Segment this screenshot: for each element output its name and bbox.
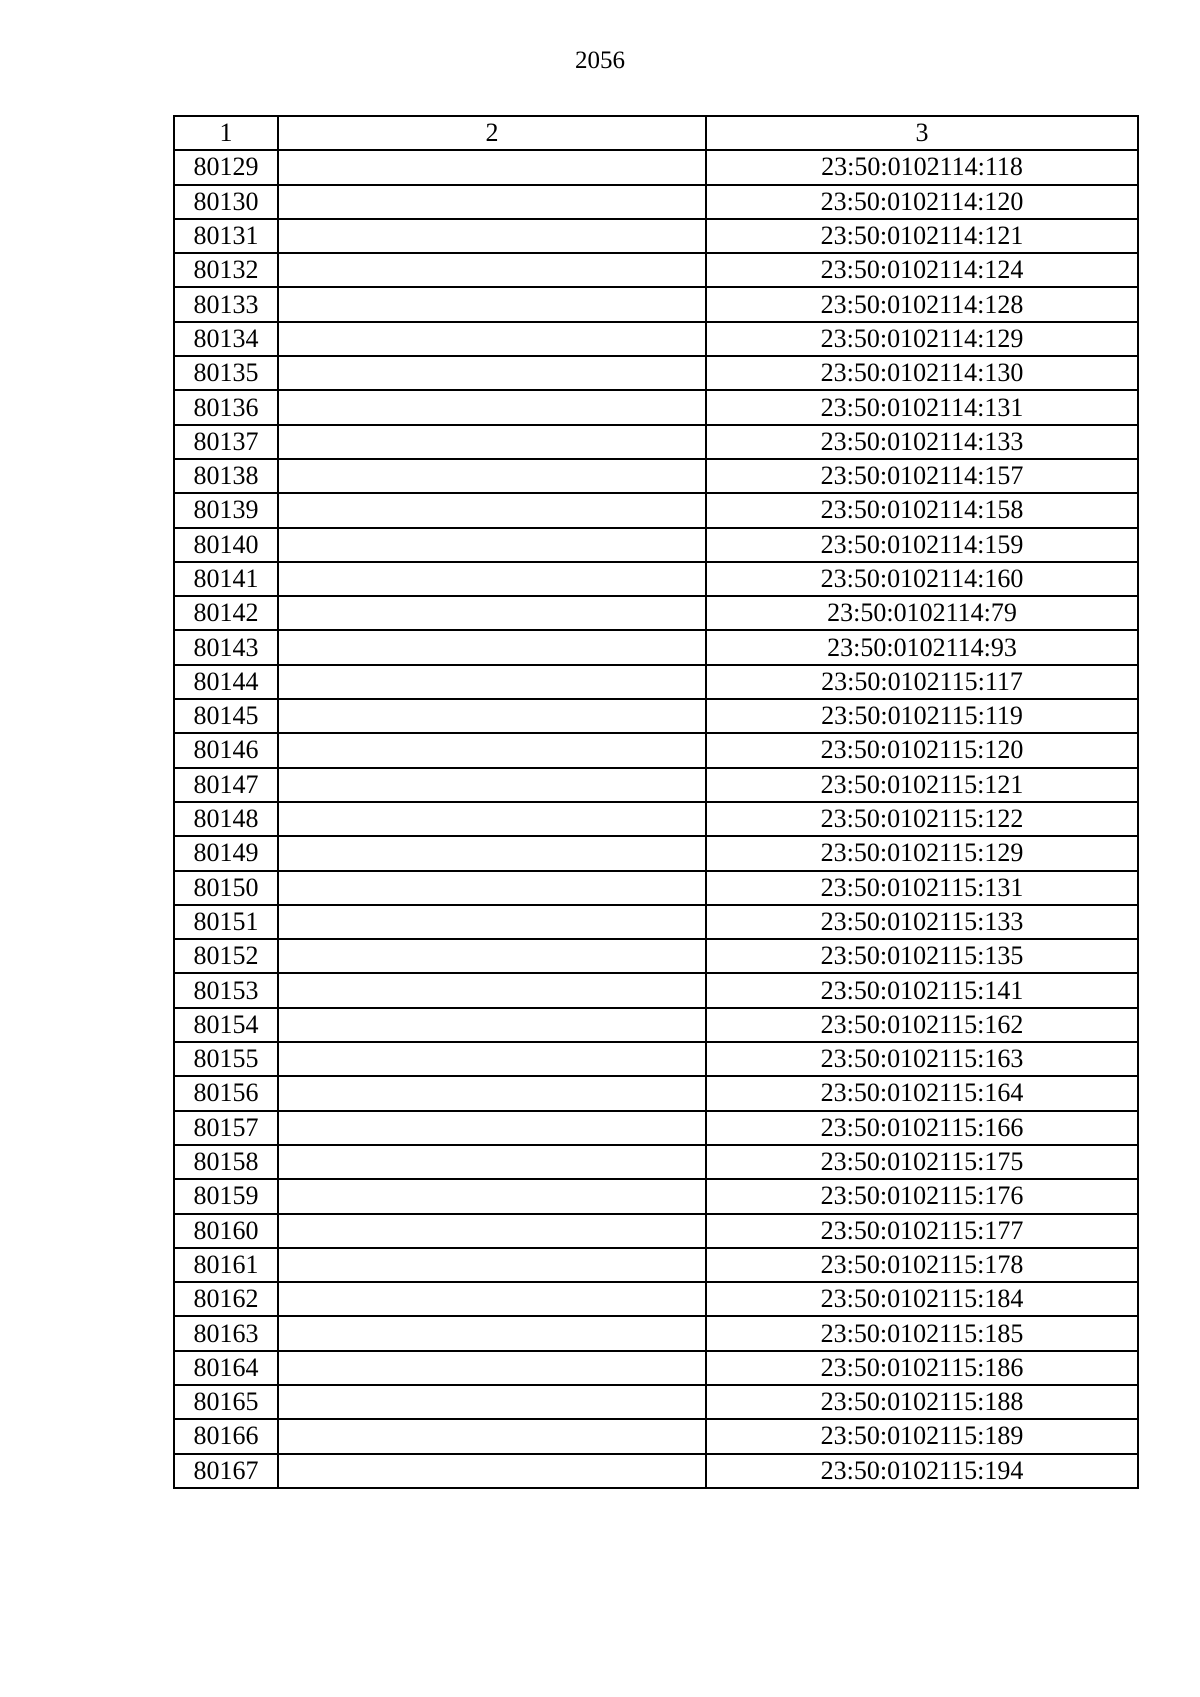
cadastral-number-cell: 23:50:0102115:135 [706, 939, 1138, 973]
table-row [174, 630, 1138, 664]
row-blank-cell [278, 905, 706, 939]
cadastral-number-cell: 23:50:0102115:175 [706, 1145, 1138, 1179]
row-number-cell: 80158 [174, 1145, 278, 1179]
row-number-cell: 80149 [174, 836, 278, 870]
row-blank-cell [278, 1145, 706, 1179]
page-number: 2056 [575, 47, 625, 74]
table-row [174, 733, 1138, 767]
cadastral-number-cell: 23:50:0102115:163 [706, 1042, 1138, 1076]
cadastral-number-cell: 23:50:0102114:124 [706, 253, 1138, 287]
table-row [174, 768, 1138, 802]
cadastral-number-cell: 23:50:0102114:93 [706, 630, 1138, 664]
cadastral-number-cell: 23:50:0102115:184 [706, 1282, 1138, 1316]
row-number-cell: 80152 [174, 939, 278, 973]
table-row [174, 1008, 1138, 1042]
row-blank-cell [278, 768, 706, 802]
row-blank-cell [278, 1214, 706, 1248]
row-blank-cell [278, 1282, 706, 1316]
row-number-cell: 80145 [174, 699, 278, 733]
cadastral-number-cell: 23:50:0102115:129 [706, 836, 1138, 870]
cadastral-number-cell: 23:50:0102115:120 [706, 733, 1138, 767]
row-blank-cell [278, 528, 706, 562]
cadastral-number-cell: 23:50:0102115:117 [706, 665, 1138, 699]
cadastral-number-cell: 23:50:0102114:131 [706, 390, 1138, 424]
row-number-cell: 80138 [174, 459, 278, 493]
table-row [174, 562, 1138, 596]
row-number-cell: 80153 [174, 973, 278, 1007]
cadastral-number-cell: 23:50:0102115:162 [706, 1008, 1138, 1042]
table-row [174, 871, 1138, 905]
cadastral-number-cell: 23:50:0102115:188 [706, 1385, 1138, 1419]
table-row [174, 1145, 1138, 1179]
table-row [174, 1179, 1138, 1213]
row-blank-cell [278, 253, 706, 287]
table-row [174, 1419, 1138, 1453]
table-row [174, 596, 1138, 630]
row-number-cell: 80167 [174, 1454, 278, 1488]
table-row [174, 356, 1138, 390]
row-blank-cell [278, 973, 706, 1007]
row-blank-cell [278, 425, 706, 459]
table-row [174, 836, 1138, 870]
column-header-2: 2 [278, 116, 706, 150]
table-row [174, 802, 1138, 836]
table-row [174, 905, 1138, 939]
cadastral-number-cell: 23:50:0102114:160 [706, 562, 1138, 596]
row-number-cell: 80140 [174, 528, 278, 562]
cadastral-number-cell: 23:50:0102114:118 [706, 150, 1138, 184]
row-number-cell: 80142 [174, 596, 278, 630]
row-number-cell: 80151 [174, 905, 278, 939]
row-number-cell: 80161 [174, 1248, 278, 1282]
row-number-cell: 80148 [174, 802, 278, 836]
row-number-cell: 80166 [174, 1419, 278, 1453]
column-header-1: 1 [174, 116, 278, 150]
row-blank-cell [278, 1454, 706, 1488]
row-blank-cell [278, 459, 706, 493]
row-blank-cell [278, 1042, 706, 1076]
row-number-cell: 80139 [174, 493, 278, 527]
row-number-cell: 80129 [174, 150, 278, 184]
table-row [174, 1282, 1138, 1316]
row-number-cell: 80157 [174, 1111, 278, 1145]
cadastral-number-cell: 23:50:0102115:121 [706, 768, 1138, 802]
row-blank-cell [278, 939, 706, 973]
table-row [174, 1316, 1138, 1350]
cadastral-number-cell: 23:50:0102114:120 [706, 185, 1138, 219]
table-row [174, 185, 1138, 219]
table-row [174, 1351, 1138, 1385]
cadastral-number-cell: 23:50:0102114:121 [706, 219, 1138, 253]
row-blank-cell [278, 1419, 706, 1453]
cadastral-number-cell: 23:50:0102115:178 [706, 1248, 1138, 1282]
cadastral-number-cell: 23:50:0102115:177 [706, 1214, 1138, 1248]
cadastral-number-cell: 23:50:0102114:159 [706, 528, 1138, 562]
table-row [174, 1454, 1138, 1488]
row-number-cell: 80135 [174, 356, 278, 390]
row-number-cell: 80155 [174, 1042, 278, 1076]
cadastral-number-cell: 23:50:0102115:186 [706, 1351, 1138, 1385]
cadastral-number-cell: 23:50:0102115:189 [706, 1419, 1138, 1453]
table-row [174, 1076, 1138, 1110]
row-number-cell: 80144 [174, 665, 278, 699]
cadastral-number-cell: 23:50:0102115:185 [706, 1316, 1138, 1350]
cadastral-number-cell: 23:50:0102115:133 [706, 905, 1138, 939]
row-number-cell: 80143 [174, 630, 278, 664]
cadastral-number-cell: 23:50:0102114:130 [706, 356, 1138, 390]
row-blank-cell [278, 390, 706, 424]
row-blank-cell [278, 1179, 706, 1213]
row-blank-cell [278, 287, 706, 321]
table-row [174, 973, 1138, 1007]
table-header-row [174, 116, 1138, 150]
cadastral-number-cell: 23:50:0102115:119 [706, 699, 1138, 733]
row-number-cell: 80147 [174, 768, 278, 802]
cadastral-number-cell: 23:50:0102114:129 [706, 322, 1138, 356]
table-row [174, 528, 1138, 562]
row-number-cell: 80137 [174, 425, 278, 459]
row-blank-cell [278, 836, 706, 870]
cadastral-number-cell: 23:50:0102114:128 [706, 287, 1138, 321]
row-blank-cell [278, 699, 706, 733]
table-row [174, 1042, 1138, 1076]
row-number-cell: 80162 [174, 1282, 278, 1316]
row-number-cell: 80131 [174, 219, 278, 253]
row-blank-cell [278, 1008, 706, 1042]
table-row [174, 699, 1138, 733]
row-blank-cell [278, 1248, 706, 1282]
row-blank-cell [278, 871, 706, 905]
table-row [174, 390, 1138, 424]
row-blank-cell [278, 1351, 706, 1385]
row-number-cell: 80165 [174, 1385, 278, 1419]
cadastral-number-cell: 23:50:0102115:176 [706, 1179, 1138, 1213]
table-row [174, 493, 1138, 527]
row-blank-cell [278, 1076, 706, 1110]
row-number-cell: 80150 [174, 871, 278, 905]
row-number-cell: 80154 [174, 1008, 278, 1042]
row-blank-cell [278, 1111, 706, 1145]
row-blank-cell [278, 356, 706, 390]
row-number-cell: 80146 [174, 733, 278, 767]
cadastral-number-cell: 23:50:0102114:79 [706, 596, 1138, 630]
table-row [174, 1385, 1138, 1419]
cadastral-number-cell: 23:50:0102114:133 [706, 425, 1138, 459]
row-blank-cell [278, 1385, 706, 1419]
row-number-cell: 80141 [174, 562, 278, 596]
row-number-cell: 80156 [174, 1076, 278, 1110]
table-body [174, 150, 1138, 1488]
row-number-cell: 80163 [174, 1316, 278, 1350]
row-blank-cell [278, 150, 706, 184]
cadastral-number-cell: 23:50:0102114:157 [706, 459, 1138, 493]
row-number-cell: 80164 [174, 1351, 278, 1385]
table-row [174, 459, 1138, 493]
row-blank-cell [278, 733, 706, 767]
cadastral-number-cell: 23:50:0102115:131 [706, 871, 1138, 905]
table-row [174, 253, 1138, 287]
cadastral-number-cell: 23:50:0102115:122 [706, 802, 1138, 836]
cadastral-number-cell: 23:50:0102115:141 [706, 973, 1138, 1007]
table-row [174, 322, 1138, 356]
table-row [174, 425, 1138, 459]
row-blank-cell [278, 493, 706, 527]
row-blank-cell [278, 596, 706, 630]
row-blank-cell [278, 185, 706, 219]
row-number-cell: 80134 [174, 322, 278, 356]
cadastral-number-cell: 23:50:0102115:194 [706, 1454, 1138, 1488]
row-blank-cell [278, 1316, 706, 1350]
row-blank-cell [278, 562, 706, 596]
row-number-cell: 80136 [174, 390, 278, 424]
table-row [174, 1111, 1138, 1145]
row-blank-cell [278, 322, 706, 356]
table-row [174, 287, 1138, 321]
cadastral-number-cell: 23:50:0102115:164 [706, 1076, 1138, 1110]
table-row [174, 939, 1138, 973]
table-row [174, 1248, 1138, 1282]
row-number-cell: 80159 [174, 1179, 278, 1213]
row-blank-cell [278, 802, 706, 836]
row-number-cell: 80160 [174, 1214, 278, 1248]
data-table [173, 115, 1139, 1489]
table-row [174, 219, 1138, 253]
table-row [174, 150, 1138, 184]
row-number-cell: 80130 [174, 185, 278, 219]
row-blank-cell [278, 665, 706, 699]
row-number-cell: 80133 [174, 287, 278, 321]
table-row [174, 1214, 1138, 1248]
row-blank-cell [278, 630, 706, 664]
table-row [174, 665, 1138, 699]
cadastral-number-cell: 23:50:0102114:158 [706, 493, 1138, 527]
row-blank-cell [278, 219, 706, 253]
column-header-3: 3 [706, 116, 1138, 150]
row-number-cell: 80132 [174, 253, 278, 287]
cadastral-number-cell: 23:50:0102115:166 [706, 1111, 1138, 1145]
